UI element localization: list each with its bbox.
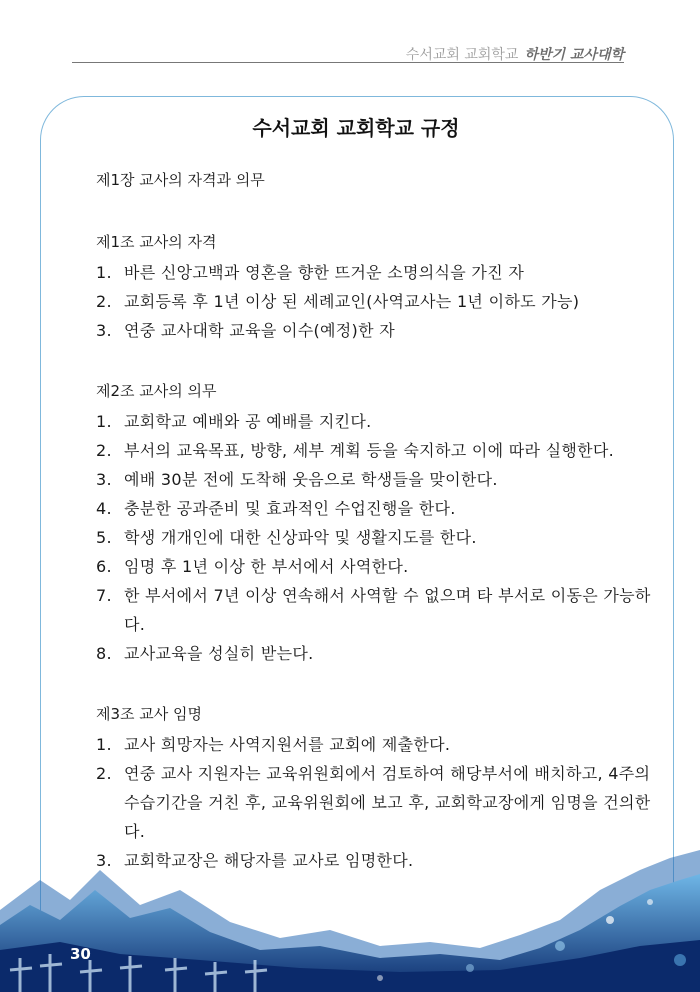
list-item: 2. 교회등록 후 1년 이상 된 세례교인(사역교사는 1년 이하도 가능) — [96, 292, 580, 311]
list-item: 4. 충분한 공과준비 및 효과적인 수업진행을 한다. — [96, 499, 456, 518]
list-item: 1. 교사 희망자는 사역지원서를 교회에 제출한다. — [96, 735, 451, 754]
mountain-decoration — [0, 850, 700, 992]
document-title: 수서교회 교회학교 규정 — [252, 116, 460, 140]
article-3-heading: 제3조 교사 임명 — [96, 705, 203, 723]
chapter-heading: 제1장 교사의 자격과 의무 — [96, 171, 265, 189]
list-item: 8. 교사교육을 성실히 받는다. — [96, 644, 314, 663]
article-1-list — [96, 258, 656, 345]
list-item: 1. 바른 신앙고백과 영혼을 향한 뜨거운 소명의식을 가진 자 — [96, 263, 525, 282]
article-2-list — [96, 407, 656, 668]
list-item: 1. 교회학교 예배와 공 예배를 지킨다. — [96, 412, 372, 431]
header-rule — [72, 62, 624, 63]
article-1-heading: 제1조 교사의 자격 — [96, 233, 217, 251]
page-number: 30 — [70, 945, 91, 963]
list-item: 2. 부서의 교육목표, 방향, 세부 계획 등을 숙지하고 이에 따라 실행한다. — [96, 441, 615, 460]
list-item: 6. 임명 후 1년 이상 한 부서에서 사역한다. — [96, 557, 409, 576]
running-header — [406, 44, 624, 64]
list-item: 7. 한 부서에서 7년 이상 연속해서 사역할 수 없으며 타 부서로 이동은 가능하다. — [96, 586, 651, 634]
list-item: 3. 예배 30분 전에 도착해 웃음으로 학생들을 맞이한다. — [96, 470, 498, 489]
list-item: 2. 연중 교사 지원자는 교육위원회에서 검토하여 해당부서에 배치하고, 4주의 수습기간을 거친 후, 교육위원회에 보고 후, 교회학교장에게 임명을 건의한다. — [96, 764, 651, 841]
header-text: 수서교회 교회학교 — [405, 47, 519, 63]
list-item: 3. 연중 교사대학 교육을 이수(예정)한 자 — [96, 321, 395, 340]
header-highlight: 하반기 교사대학 — [524, 47, 624, 63]
document-body — [96, 110, 656, 875]
list-item: 3. 교회학교장은 해당자를 교사로 임명한다. — [96, 851, 414, 870]
list-item: 5. 학생 개개인에 대한 신상파악 및 생활지도를 한다. — [96, 528, 477, 547]
article-2-heading: 제2조 교사의 의무 — [96, 382, 217, 400]
